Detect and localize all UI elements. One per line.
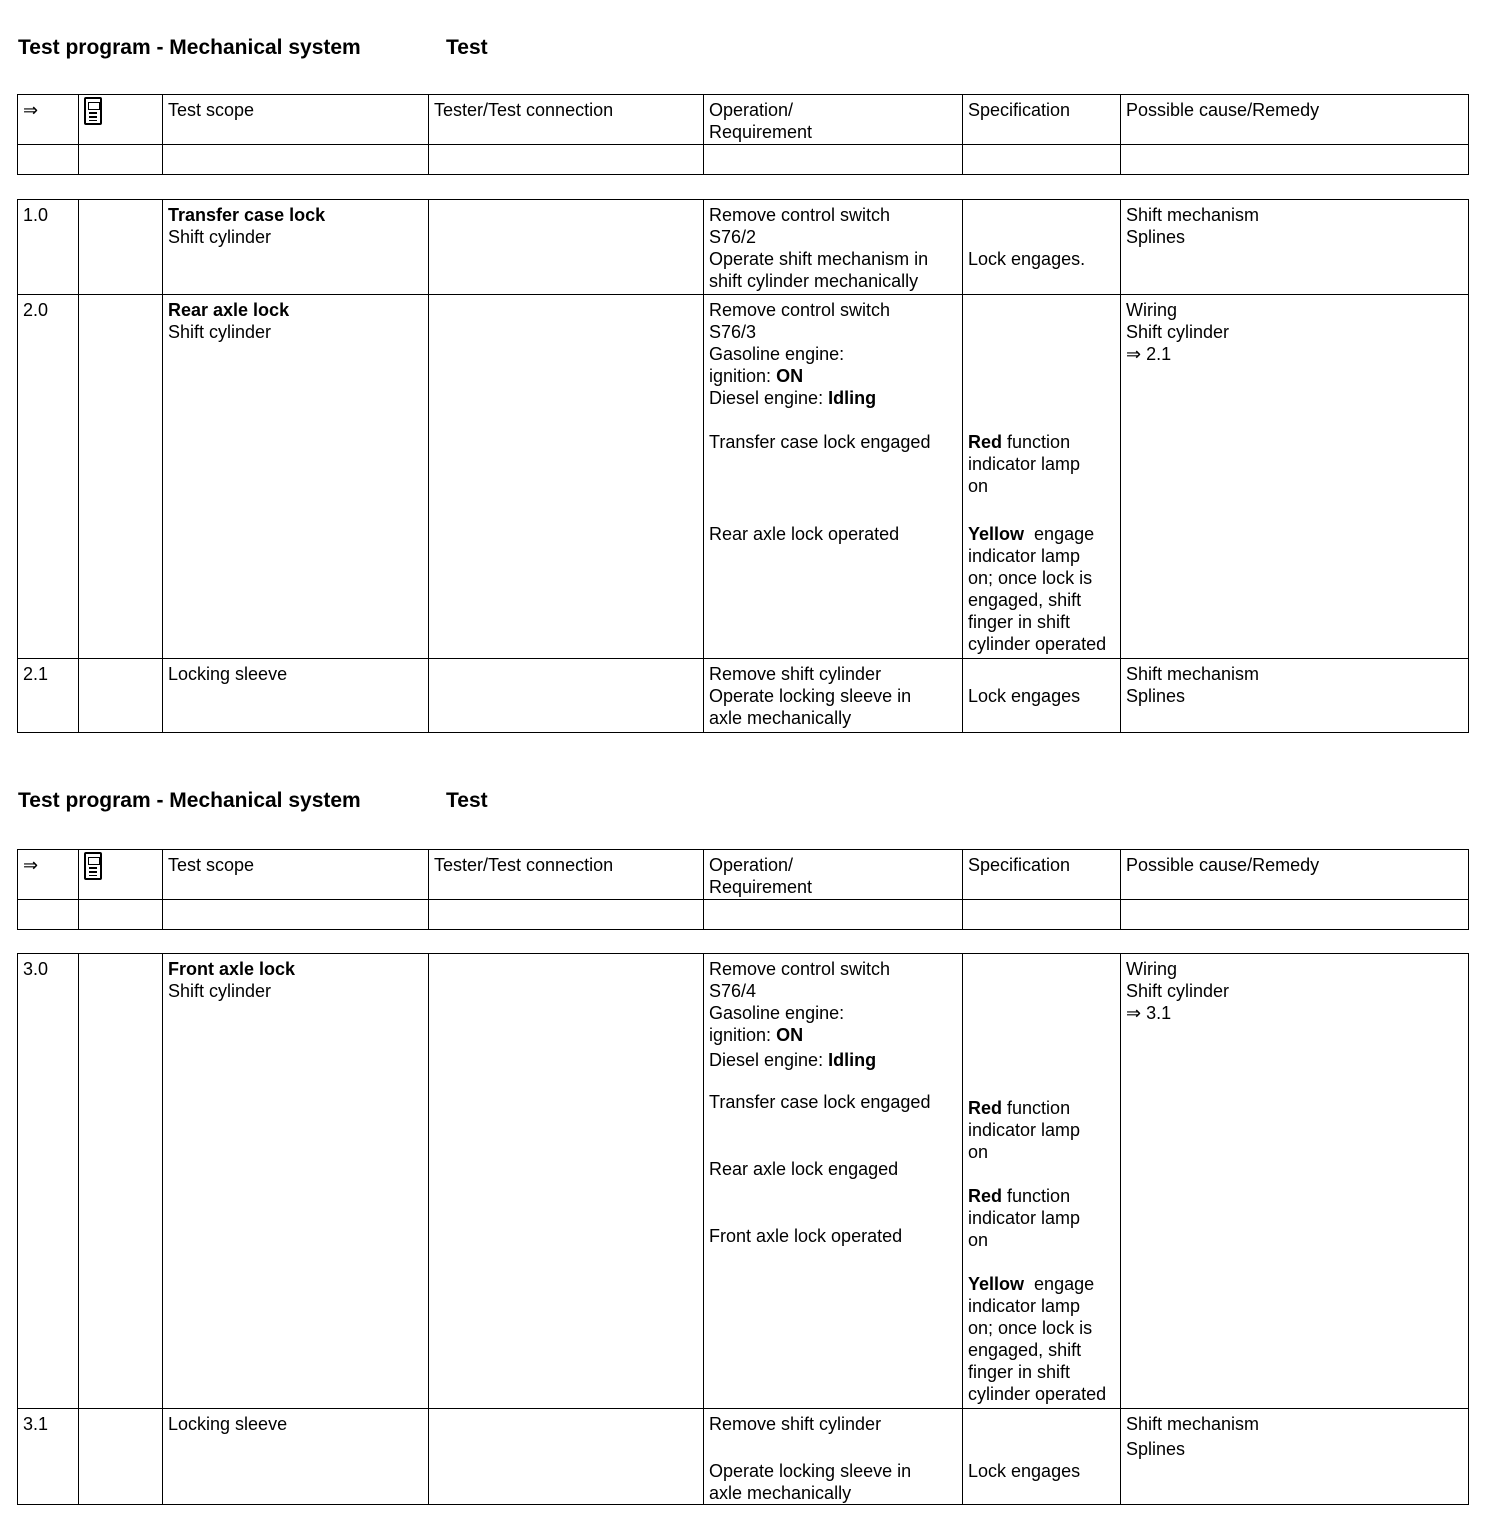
tester-cell [79,1409,163,1505]
step-number: 1.0 [18,200,79,295]
specification: Lock engages. [963,200,1121,295]
header-table [17,849,1469,930]
empty-cell [704,145,963,175]
specification-header: Specification [963,850,1121,900]
remedy: Wiring Shift cylinder ⇒ 2.1 [1121,295,1469,659]
step-number: 2.0 [18,295,79,659]
specification: Red function indicator lamp on Red function indicator lamp on Yellow engage indicator lamp on; once lock is engaged, shift finger in shift cylinder operated [963,954,1121,1409]
remedy-header: Possible cause/Remedy [1121,95,1469,145]
empty-cell [963,145,1121,175]
tester-cell [79,295,163,659]
operation: Remove shift cylinder Operate locking sleeve in axle mechanically [704,1409,963,1505]
remedy: Shift mechanism Splines [1121,1409,1469,1505]
table-row [18,200,1469,295]
test-scope: Transfer case lock Shift cylinder [163,200,429,295]
step-number: 2.1 [18,659,79,733]
remedy-header: Possible cause/Remedy [1121,850,1469,900]
tester-connection [429,954,704,1409]
operation: Remove control switch S76/4 Gasoline engine: ignition: ON Diesel engine: Idling Transfer case lock engaged Rear axle lock engaged Front axle lock operated [704,954,963,1409]
step-number: 3.1 [18,1409,79,1505]
remedy: Wiring Shift cylinder ⇒ 3.1 [1121,954,1469,1409]
table-row [18,1409,1469,1505]
specification-header: Specification [963,95,1121,145]
tester-cell [79,200,163,295]
test-steps-table [17,953,1469,1505]
tester-cell [79,954,163,1409]
empty-cell [18,900,79,930]
test-scope: Rear axle lock Shift cylinder [163,295,429,659]
tester-connection [429,1409,704,1505]
empty-cell [429,145,704,175]
tester-connection [429,200,704,295]
test-steps-table [17,199,1469,733]
header-table [17,94,1469,175]
title-text: Test program - Mechanical system [18,789,361,812]
tester-header [79,95,163,145]
operation-header: Operation/ Requirement [704,850,963,900]
title-right: Test [446,789,488,812]
test-scope: Front axle lock Shift cylinder [163,954,429,1409]
table-row [18,295,1469,659]
empty-cell [18,145,79,175]
specification: Red function indicator lamp on Yellow engage indicator lamp on; once lock is engaged, shift finger in shift cylinder operated [963,295,1121,659]
remedy: Shift mechanism Splines [1121,200,1469,295]
tester-connection-header: Tester/Test connection [429,95,704,145]
page-title [18,789,488,813]
arrow-header: ⇒ [18,95,79,145]
table-row [18,954,1469,1409]
test-scope: Locking sleeve [163,1409,429,1505]
test-scope-header: Test scope [163,850,429,900]
operation-header: Operation/ Requirement [704,95,963,145]
empty-cell [163,145,429,175]
empty-cell [1121,900,1469,930]
remedy: Shift mechanism Splines [1121,659,1469,733]
tester-device-icon [84,852,102,880]
title-right: Test [446,36,488,59]
tester-device-icon [84,97,102,125]
test-scope-header: Test scope [163,95,429,145]
arrow-header: ⇒ [18,850,79,900]
specification: Lock engages [963,659,1121,733]
tester-cell [79,659,163,733]
empty-cell [963,900,1121,930]
operation: Remove shift cylinder Operate locking sleeve in axle mechanically [704,659,963,733]
page-title [18,36,488,60]
empty-cell [79,145,163,175]
specification: Lock engages [963,1409,1121,1505]
empty-cell [704,900,963,930]
step-number: 3.0 [18,954,79,1409]
empty-cell [79,900,163,930]
tester-header [79,850,163,900]
empty-cell [163,900,429,930]
empty-cell [429,900,704,930]
empty-cell [1121,145,1469,175]
operation: Remove control switch S76/2 Operate shift mechanism in shift cylinder mechanically [704,200,963,295]
test-scope: Locking sleeve [163,659,429,733]
operation: Remove control switch S76/3 Gasoline engine: ignition: ON Diesel engine: Idling Transfer case lock engaged Rear axle lock operated [704,295,963,659]
tester-connection [429,295,704,659]
title-text: Test program - Mechanical system [18,36,361,59]
tester-connection-header: Tester/Test connection [429,850,704,900]
table-row [18,659,1469,733]
tester-connection [429,659,704,733]
